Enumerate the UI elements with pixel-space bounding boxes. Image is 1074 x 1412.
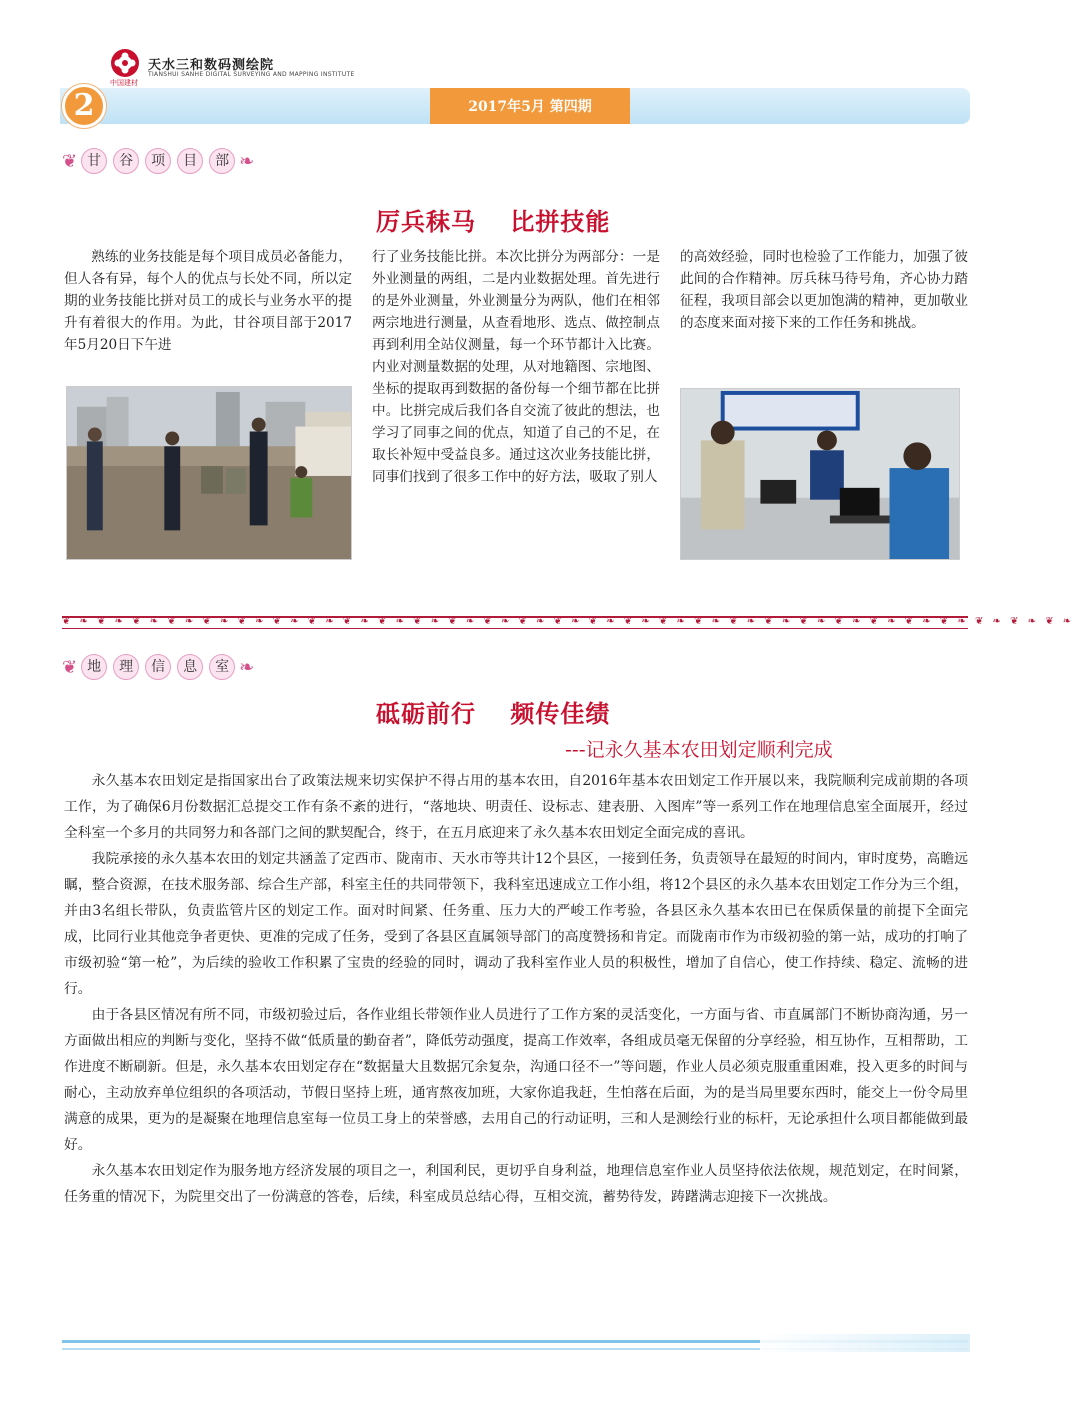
flourish-right-icon: ❧ <box>239 656 255 678</box>
article2-subtitle: ---记永久基本农田划定顺利完成 <box>565 739 833 761</box>
flourish-right-icon: ❧ <box>239 150 255 172</box>
section-label-char: 息 <box>177 654 203 680</box>
section-label-char: 目 <box>177 148 203 174</box>
section-label-geoinfo <box>62 652 254 682</box>
photo-field-survey <box>66 386 352 560</box>
section-label-char: 地 <box>81 654 107 680</box>
photo-office-data-processing <box>680 388 960 560</box>
article1-column-1: 熟练的业务技能是每个项目成员必备能力，但人各有异，每个人的优点与长处不同，所以定期的业务技能比拼对员工的成长与业务水平的提升有着很大的作用。为此，甘谷项目部于2017年5月20日下午进 <box>64 249 352 353</box>
article1-title: 厉兵秣马 比拼技能 <box>376 208 611 236</box>
page-number: 2 <box>73 88 95 123</box>
article2-paragraph: 我院承接的永久基本农田的划定共涵盖了定西市、陇南市、天水市等共计12个县区，一接到任务，负责领导在最短的时间内，审时度势，高瞻远瞩，整合资源，在技术服务部、综合生产部，科室主任的共同带领下，我科室迅速成立工作小组，将12个县区的永久基本农田划定工作分为三个组，并由3名组长带队，负责监管片区的划定工作。面对时间紧、任务重、压力大的严峻工作考验，各县区永久基本农田已在保质保量的前提下全面完成，比同行业其他竞争者更快、更准的完成了任务，受到了各县区直属领导部门的高度赞扬和肯定。而陇南市作为市级初验的第一站，成功的打响了市级初验“第一枪”，为后续的验收工作积累了宝贵的经验的同时，调动了我科室作业人员的积极性，增加了自信心，使工作持续、稳定、流畅的进行。 <box>64 851 968 997</box>
section-label-gangu <box>62 146 254 176</box>
divider-line-bottom <box>62 628 968 629</box>
article1-column-2: 行了业务技能比拼。本次比拼分为两部分：一是外业测量的两组，二是内业数据处理。首先进行的是外业测量，外业测量分为两队，他们在相邻两宗地进行测量，从查看地形、选点、做控制点再到利用全站仪测量，每一个环节都计入比赛。内业对测量数据的处理，从对地籍图、宗地图、坐标的提取再到数据的备份每一个细节都在比拼中。比拼完成后我们各自交流了彼此的想法，也学习了同事之间的优点，知道了自己的不足，在取长补短中受益良多。通过这次业务技能比拼，同事们找到了很多工作中的好方法，吸取了别人 <box>372 249 660 485</box>
article2-paragraph: 由于各县区情况有所不同，市级初验过后，各作业组长带领作业人员进行了工作方案的灵活变化，一方面与省、市直属部门不断协商沟通，另一方面做出相应的判断与变化，坚持不做“低质量的勤奋者”，降低劳动强度，提高工作效率，各组成员毫无保留的分享经验，相互协作，互相帮助，工作进度不断刷新。但是，永久基本农田划定存在“数据量大且数据冗余复杂，沟通口径不一”等问题，作业人员必须克服重重困难，投入更多的时间与耐心，主动放弃单位组织的各项活动，节假日坚持上班，通宵熬夜加班，大家你追我赶，生怕落在后面，为的是当局里要东西时，能交上一份令局里满意的成果，更为的是凝聚在地理信息室每一位员工身上的荣誉感，去用自己的行动证明，三和人是测绘行业的标杆，无论承担什么项目都能做到最好。 <box>64 1007 968 1153</box>
divider-ornament-icon: ❦ ❧ ❦ ❧ ❦ ❧ ❦ ❧ ❦ ❧ ❦ ❧ ❦ ❧ ❦ ❧ ❦ ❧ ❦ ❧ ❦ ❧ ❦ ❧ ❦ ❧ ❦ ❧ ❦ ❧ ❦ ❧ ❦ ❧ ❦ ❧ ❦ ❧ ❦ ❧ ❦ ❧ ❦ ❧ ❦ ❧ ❦ ❧ ❦ ❧ ❦ ❧ ❦ ❧ ❦ ❧ ❦ ❧ <box>62 616 1074 627</box>
article1-column-3: 的高效经验，同时也检验了工作能力，加强了彼此间的合作精神。厉兵秣马待号角，齐心协力踏征程，我项目部会以更加饱满的精神，更加敬业的态度来面对接下来的工作任务和挑战。 <box>680 249 968 331</box>
flourish-left-icon: ❦ <box>62 150 78 172</box>
logo-caption: 中国建材 <box>110 79 138 87</box>
section-label-char: 理 <box>113 654 139 680</box>
org-name-english: TIANSHUI SANHE DIGITAL SURVEYING AND MAPPING INSTITUTE <box>148 71 355 78</box>
org-name: 天水三和数码测绘院 <box>148 58 275 73</box>
article2-body <box>64 768 968 1210</box>
section-label-char: 谷 <box>113 148 139 174</box>
section-label-char: 甘 <box>81 148 107 174</box>
institute-logo-icon <box>110 48 140 78</box>
section-label-char: 部 <box>209 148 235 174</box>
section-label-char: 室 <box>209 654 235 680</box>
article2-title: 砥砺前行 频传佳绩 <box>376 700 611 728</box>
article2-paragraph: 永久基本农田划定是指国家出台了政策法规来切实保护不得占用的基本农田，自2016年基本农田划定工作开展以来，我院顺利完成前期的各项工作，为了确保6月份数据汇总提交工作有条不紊的进行，“落地块、明责任、设标志、建表册、入图库”等一系列工作在地理信息室全面展开，经过全科室一个多月的共同努力和各部门之间的默契配合，终于，在五月底迎来了永久基本农田划定全面完成的喜讯。 <box>64 773 968 841</box>
issue-date: 2017年5月 第四期 <box>468 99 592 115</box>
section-divider <box>62 616 1074 630</box>
flourish-left-icon: ❦ <box>62 656 78 678</box>
section-label-char: 项 <box>145 148 171 174</box>
section-label-char: 信 <box>145 654 171 680</box>
footer-decoration <box>760 1334 970 1352</box>
article2-paragraph: 永久基本农田划定作为服务地方经济发展的项目之一，利国利民，更切乎自身利益，地理信息室作业人员坚持依法依规，规范划定，在时间紧，任务重的情况下，为院里交出了一份满意的答卷，后续，科室成员总结心得，互相交流，蓄势待发，踌躇满志迎接下一次挑战。 <box>64 1163 968 1205</box>
